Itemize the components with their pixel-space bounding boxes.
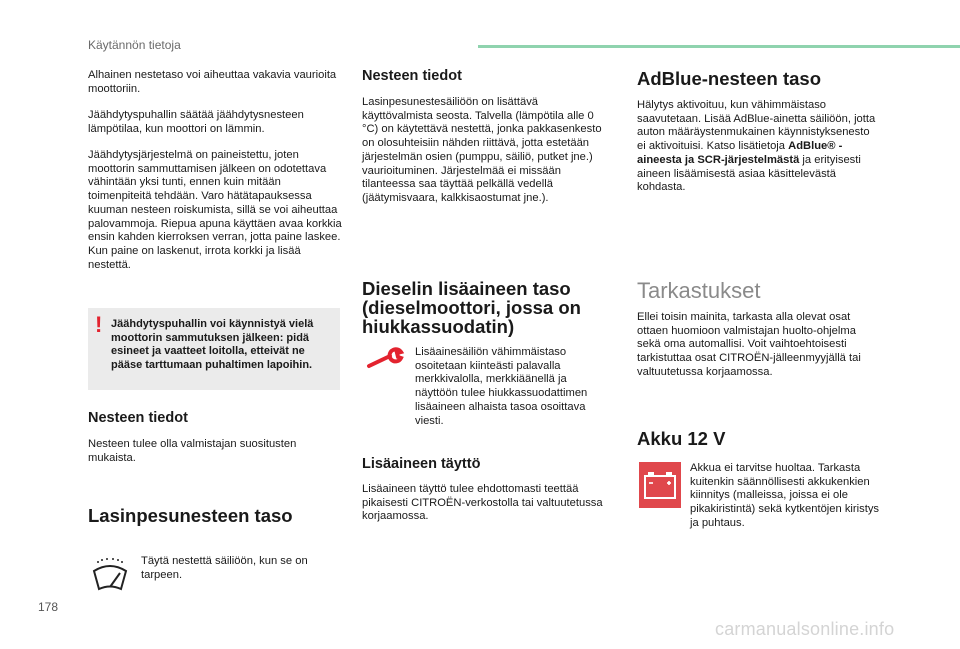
wrench-icon (366, 346, 406, 372)
akku-text: Akkua ei tarvitse huoltaa. Tarkasta kuitenkin säännöllisesti akkukenkien kiinnitys (malleissa, joissa ei ole pikakiristintä) sekä kytkentöjen kiristys ja puhtaus. (690, 462, 880, 529)
tarkastukset-text: Ellei toisin mainita, tarkasta alla olevat osat ottaen huomioon valmistajan huolto-ohjelma sekä oma automallisi. Voit vaihtoehtoisesti tarkistuttaa osat CITROËN-jälleenmyyjällä tai valtuutetussa korjaamossa. (637, 311, 861, 378)
watermark: carmanualsonline.info (715, 619, 895, 639)
nesteen-tiedot-text-1: Nesteen tulee olla valmistajan suositusten mukaista. (88, 438, 297, 464)
heading-lisaaineen-taytto: Lisäaineen täyttö (362, 456, 481, 472)
lasinpesuneste-text: Täytä nestettä säiliöön, kun se on tarpeen. (141, 555, 308, 581)
adblue-text-part-1: Hälytys aktivoituu, kun vähimmäistaso saavutetaan. Lisää AdBlue-ainetta säiliöön, jotta auton määräystenmukainen käynnistyksenesto ei aktivoituisi. Katso lisätietoja (637, 99, 876, 153)
windscreen-washer-icon (90, 557, 130, 597)
paragraph-cooling-fan: Jäähdytyspuhallin säätää jäähdytysnesteen lämpötilaa, kun moottori on lämmin. (88, 109, 304, 135)
page-number: 178 (38, 600, 59, 614)
heading-lasinpesunesteen-taso: Lasinpesunesteen taso (88, 505, 293, 526)
warning-box (88, 308, 340, 390)
header-rule (478, 45, 960, 48)
dieselin-lisaaine-text: Lisäainesäiliön vähimmäistaso osoitetaan kiinteästi palavalla merkkivalolla, merkkiäänellä ja näyttöön tulee hiukkassuodattimen lisäaineen alhaista tasoa osoittava viesti. (415, 346, 588, 427)
adblue-text (637, 99, 877, 195)
header-title: Käytännön tietoja (88, 38, 181, 52)
heading-adblue: AdBlue-nesteen taso (637, 68, 822, 89)
heading-tarkastukset: Tarkastukset (637, 278, 761, 303)
heading-dieselin-lisaaine: Dieselin lisäaineen taso (dieselmoottori, jossa on hiukkassuodatin) (362, 278, 581, 337)
battery-icon (639, 462, 681, 508)
heading-nesteen-tiedot-1: Nesteen tiedot (88, 410, 188, 426)
adblue-text-part-2: ja erityisesti aineen lisäämisestä asiaa käsittelevästä kohdasta. (637, 153, 861, 194)
adblue-text-bold: AdBlue® -aineesta ja SCR-järjestelmästä (637, 140, 843, 166)
exclamation-icon: ! (95, 312, 103, 337)
nesteen-tiedot-text-2: Lasinpesunestesäiliöön on lisättävä käyttövalmista seosta. Talvella (lämpötila alle 0 °C) on käytettävä nestettä, jonka pakkasenkesto on olosuhteisiin nähden riittävä, jotta estetään järjestelmän osien (pumppu, säiliö, putket jne.) vaurioituminen. Järjestelmää ei missään tilanteessa saa täyttää pelkällä vedellä (jäätymisvaara, kalkkisaostumat jne.). (362, 96, 602, 204)
warning-text: Jäähdytyspuhallin voi käynnistyä vielä moottorin sammutuksen jälkeen: pidä esineet ja vaatteet loitolla, etteivät ne pääse tarttumaan puhaltimen lapoihin. (111, 318, 314, 372)
heading-akku: Akku 12 V (637, 428, 726, 449)
heading-nesteen-tiedot-2: Nesteen tiedot (362, 68, 462, 84)
paragraph-low-level: Alhainen nestetaso voi aiheuttaa vakavia vaurioita moottoriin. (88, 69, 337, 95)
paragraph-pressure-warning: Jäähdytysjärjestelmä on paineistettu, joten moottorin sammuttamisen jälkeen on odotettava vähintään yksi tunti, ennen kuin mitään toimenpiteitä tehdään. Varo hätätapauksessa kuuman nesteen roiskumista, sillä se voi aiheuttaa palovammoja. Riepua apuna käyttäen avaa korkkia ensin kahden kierroksen verran, jotta paine laskee. Kun paine on laskenut, irrota korkki ja lisää nestettä. (88, 149, 342, 271)
lisaaineen-taytto-text: Lisäaineen täyttö tulee ehdottomasti teettää pikaisesti CITROËN-verkostolla tai valtuutetussa korjaamossa. (362, 483, 603, 523)
